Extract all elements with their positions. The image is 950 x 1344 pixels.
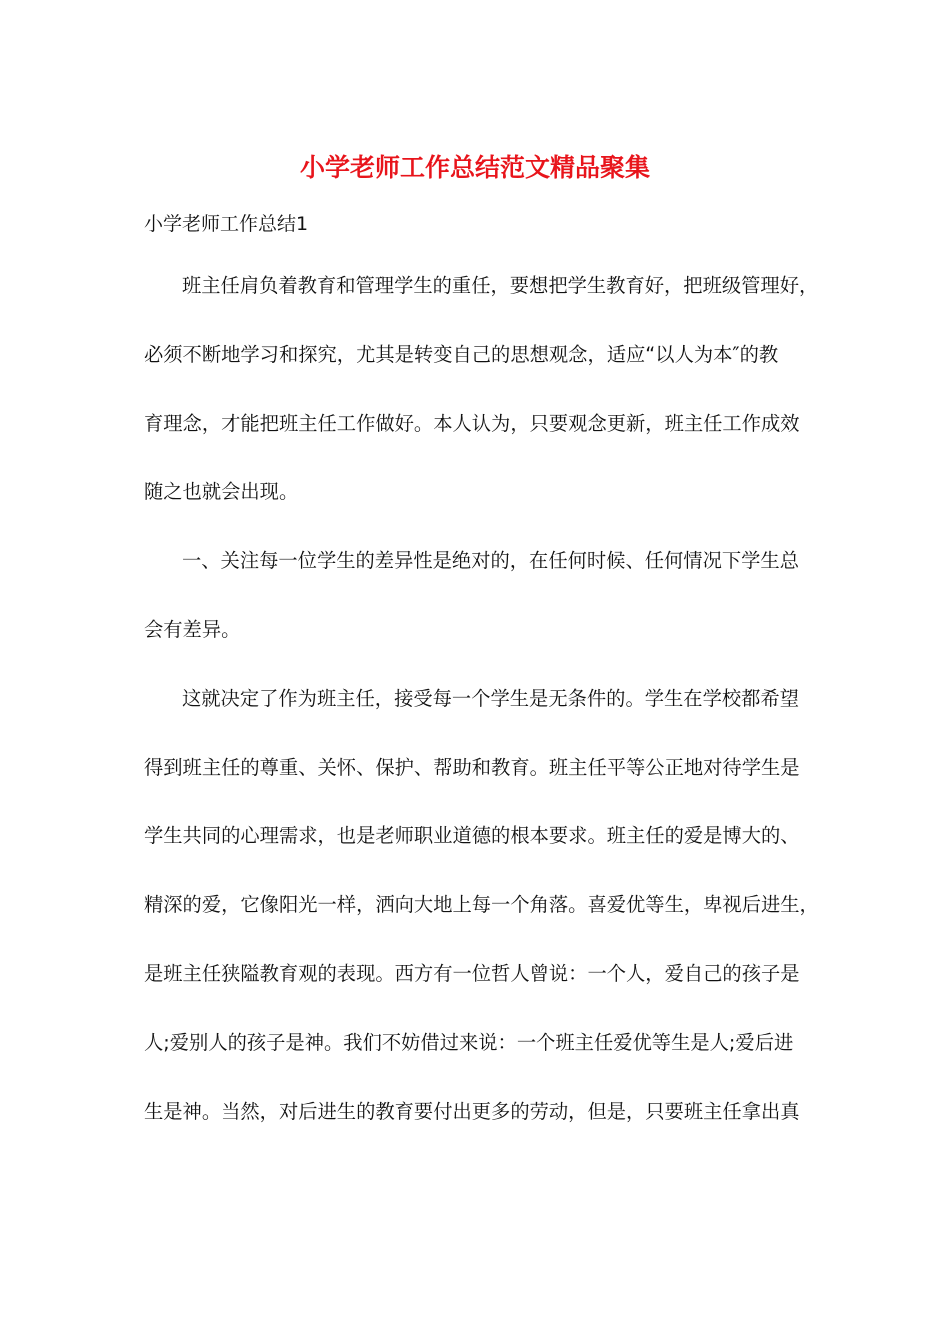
paragraph-line: 这就决定了作为班主任，接受每一个学生是无条件的。学生在学校都希望 [182, 686, 799, 710]
paragraph-line: 是班主任狭隘教育观的表现。西方有一位哲人曾说：一个人，爱自己的孩子是 [144, 961, 800, 985]
paragraph-line: 生是神。当然，对后进生的教育要付出更多的劳动，但是，只要班主任拿出真 [144, 1099, 800, 1123]
paragraph-line: 人;爱别人的孩子是神。我们不妨借过来说：一个班主任爱优等生是人;爱后进 [144, 1030, 794, 1054]
paragraph-line: 得到班主任的尊重、关怀、保护、帮助和教育。班主任平等公正地对待学生是 [144, 755, 800, 779]
paragraph-line: 班主任肩负着教育和管理学生的重任，要想把学生教育好，把班级管理好， [182, 274, 819, 297]
document-body [144, 264, 819, 1158]
paragraph-line: 会有差异。 [144, 617, 241, 641]
paragraph-line: 育理念，才能把班主任工作做好。本人认为，只要观念更新，班主任工作成效 [144, 411, 800, 435]
paragraph-line: 随之也就会出现。 [144, 480, 299, 504]
paragraph-line: 必须不断地学习和探究，尤其是转变自己的思想观念，适应“以人为本″的教 [144, 342, 779, 366]
paragraph-line: 精深的爱，它像阳光一样，洒向大地上每一个角落。喜爱优等生，卑视后进生， [144, 893, 819, 917]
paragraph-line: 学生共同的心理需求，也是老师职业道德的根本要求。班主任的爱是博大的、 [144, 824, 800, 848]
section-heading: 小学老师工作总结1 [144, 213, 309, 235]
document-title: 小学老师工作总结范文精品聚集 [299, 153, 650, 182]
paragraph-line: 一、关注每一位学生的差异性是绝对的，在任何时候、任何情况下学生总 [182, 549, 799, 573]
